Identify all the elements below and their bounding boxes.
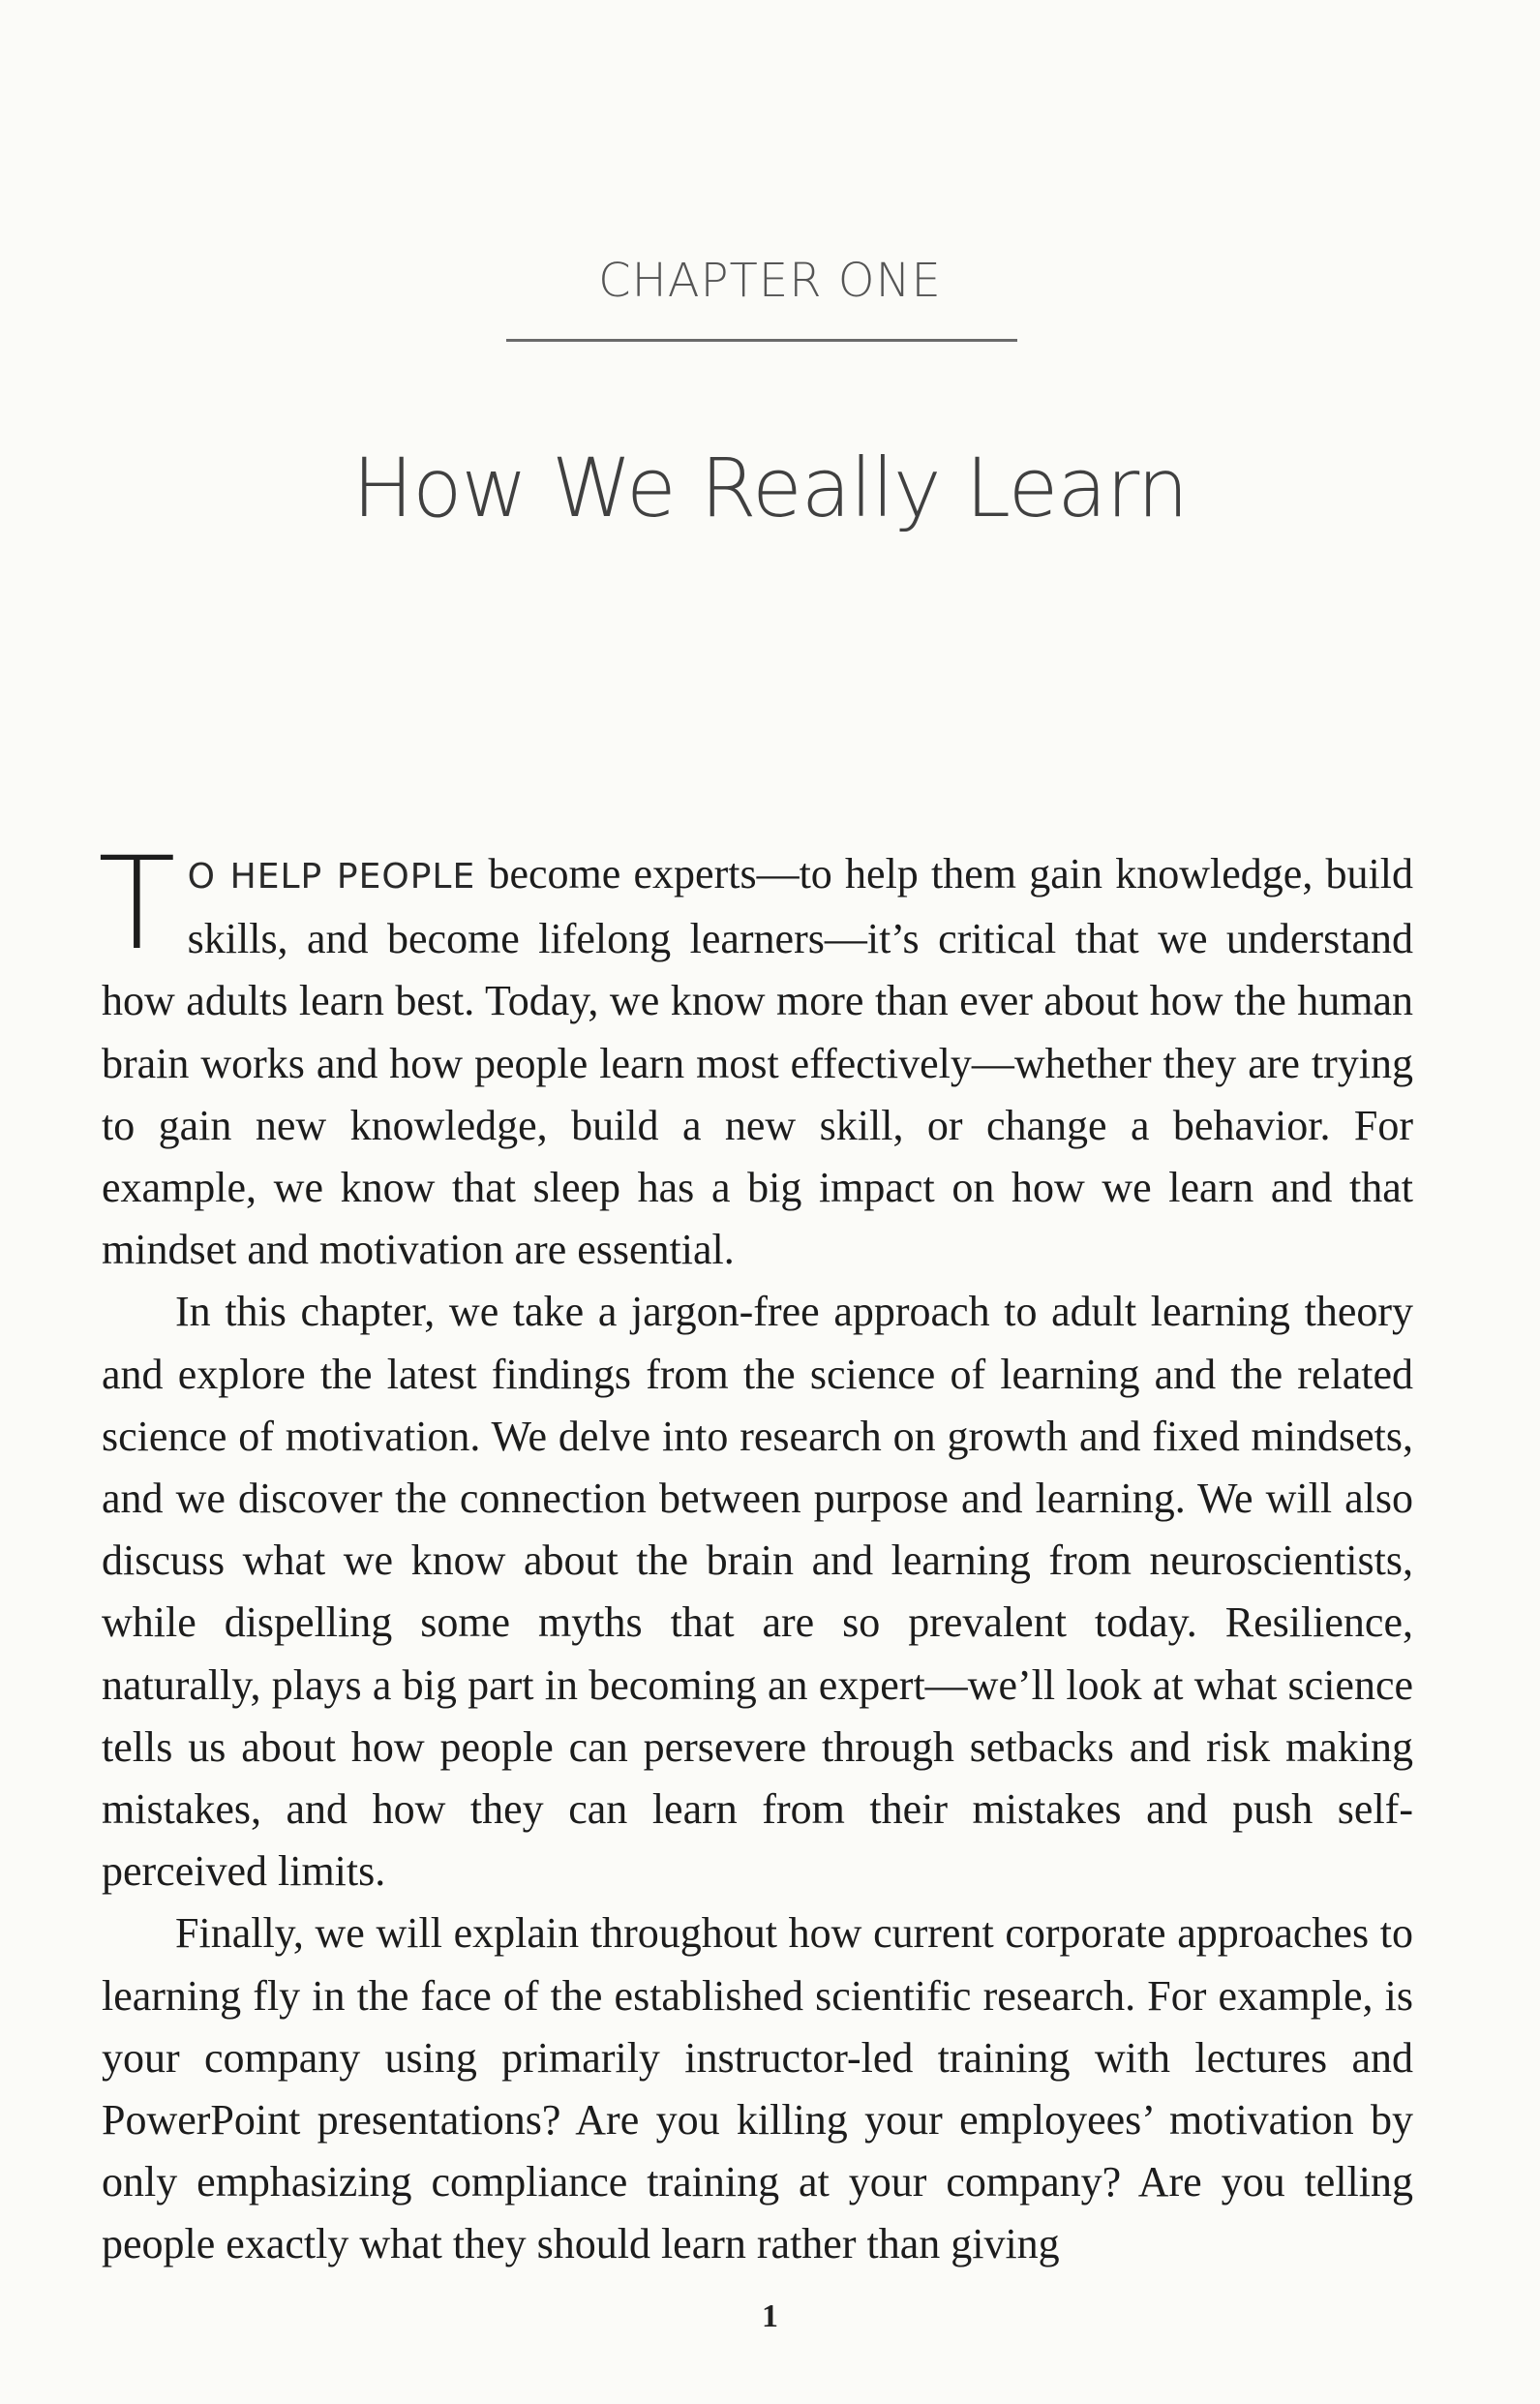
paragraph-1-text: become experts—to help them gain knowledge, build skills, and become lifelong learners—it’s critical that we understand how adults learn best. Today, we know more than ever about how the human brain works and how people learn most effectively—whether they are trying to gain new knowledge, build a new skill, or change a behavior. For example, we know that sleep has a big impact on how we learn and that mindset and motivation are essential. [102, 850, 1414, 1274]
chapter-label: CHAPTER ONE [598, 254, 942, 308]
chapter-body [98, 830, 1414, 2276]
lead-in-text: O HELP PEOPLE [187, 857, 476, 897]
paragraph-1 [98, 830, 1414, 1281]
page-number: 1 [762, 2298, 778, 2334]
chapter-divider [506, 339, 1017, 342]
paragraph-3: Finally, we will explain throughout how current corporate approaches to learning fly in the face of the established scientific research. For example, is your company using primarily instructor-led training with lectures and PowerPoint presentations? Are you killing your employees’ motivation by only emphasizing compliance training at your company? Are you telling people exactly what they should learn rather than giving [102, 1909, 1413, 2268]
drop-cap: T [98, 830, 176, 979]
paragraph-2: In this chapter, we take a jargon-free approach to adult learning theory and explore the latest findings from the science of learning and the related science of motivation. We delve into research on growth and fixed mindsets, and we discover the connection between purpose and learning. We will also discuss what we know about the brain and learning from neuroscientists, while dispelling some myths that are so prevalent today. Resilience, naturally, plays a big part in becoming an expert—we’ll look at what science tells us about how people can persevere through setbacks and risk making mistakes, and how they can learn from their mistakes and push self-perceived limits. [102, 1288, 1413, 1896]
chapter-title: How We Really Learn [351, 441, 1189, 535]
